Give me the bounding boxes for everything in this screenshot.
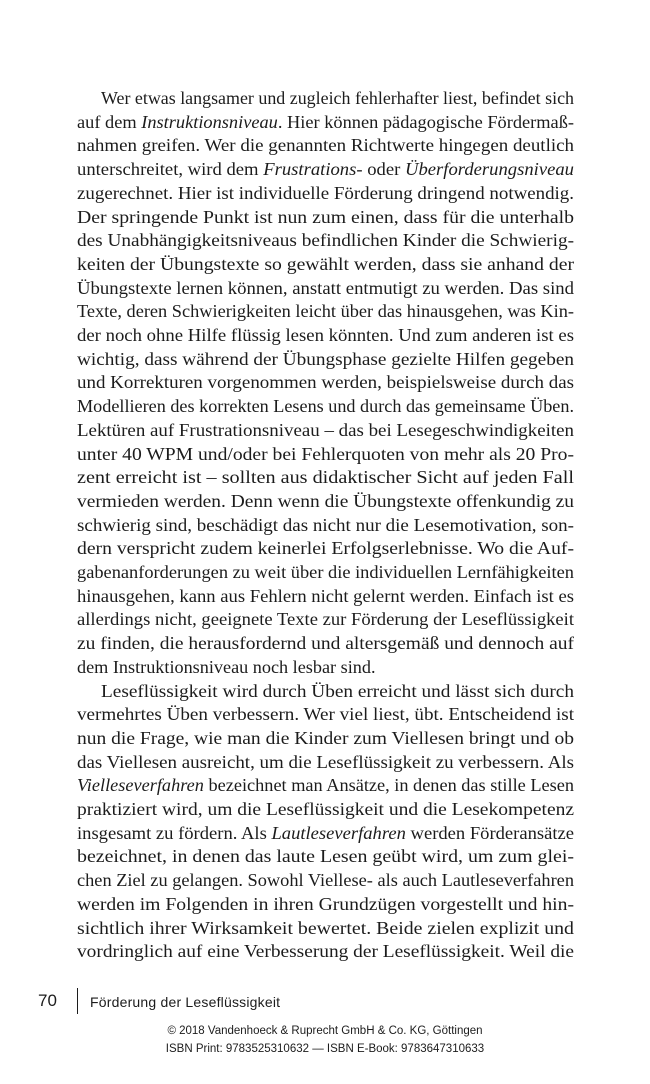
text-segment: des Unabhängigkeitsniveaus befindlichen Kinder die Schwierig- — [77, 230, 574, 251]
text-segment: chen Ziel zu gelangen. Sowohl Viellese- als auch Lautleseverfahren — [77, 870, 574, 891]
text-segment: vermieden werden. Denn wenn die Übungstexte offenkundig zu — [77, 490, 574, 511]
copyright-notice: © 2018 Vandenhoeck & Ruprecht GmbH & Co. KG, Göttingen — [167, 1025, 483, 1037]
text-line — [77, 442, 574, 466]
text-segment: der noch ohne Hilfe flüssig lesen könnten. Und zum anderen ist es — [77, 325, 574, 345]
text-segment: zu finden, die herausfordernd und altersgemäß und dennoch auf — [77, 633, 574, 654]
text-line — [77, 465, 574, 489]
text-line — [77, 750, 574, 774]
text-line — [77, 821, 574, 845]
text-segment: nun die Frage, wie man die Kinder zum Viellesen bringt und ob — [77, 727, 574, 748]
text-segment: praktiziert wird, um die Leseflüssigkeit und die Lesekompetenz — [77, 799, 574, 819]
text-line — [77, 418, 574, 442]
text-segment: insgesamt zu fördern. Als — [77, 822, 272, 843]
text-line — [77, 299, 574, 323]
italic-term: Frustrations- — [263, 159, 363, 180]
text-line — [77, 892, 574, 916]
text-line — [77, 939, 574, 963]
text-line — [77, 323, 574, 347]
text-segment: wichtig, dass während der Übungsphase gezielte Hilfen gegeben — [77, 348, 574, 369]
text-line — [77, 157, 574, 181]
text-segment: werden Förderansätze — [405, 822, 574, 843]
text-segment: und Korrekturen vorgenommen werden, beispielsweise durch das — [77, 372, 574, 393]
text-segment: zugerechnet. Hier ist individuelle Förderung dringend notwendig. — [77, 182, 574, 203]
text-segment: bezeichnet, in denen das laute Lesen geübt wird, um zum glei- — [77, 846, 574, 867]
text-segment: Übungstexte lernen können, anstatt entmutigt zu werden. Das sind — [77, 277, 574, 298]
text-line — [101, 679, 574, 703]
italic-term: Überforderungsniveau — [404, 159, 574, 180]
text-line — [77, 607, 574, 631]
text-segment: keiten der Übungstexte so gewählt werden, dass sie anhand der — [77, 253, 574, 274]
text-segment: dem Instruktionsniveau noch lesbar sind. — [77, 656, 376, 677]
text-segment: sichtlich ihrer Wirksamkeit bewertet. Beide zielen explizit und — [77, 917, 574, 938]
italic-term: Instruktionsniveau — [141, 111, 278, 132]
text-line — [77, 228, 574, 252]
text-line — [77, 868, 574, 892]
text-line — [77, 181, 574, 205]
text-line — [77, 394, 574, 418]
text-segment: vermehrtes Üben verbessern. Wer viel liest, übt. Entscheidend ist — [77, 704, 574, 725]
text-line — [77, 773, 574, 797]
text-segment: das Viellesen ausreicht, um die Leseflüssigkeit zu verbessern. Als — [77, 751, 574, 772]
text-line — [77, 797, 574, 821]
text-line — [77, 347, 574, 371]
text-segment: unter 40 WPM und/oder bei Fehlerquoten von mehr als 20 Pro- — [77, 443, 574, 464]
text-line — [77, 844, 574, 868]
text-line — [77, 252, 574, 276]
page-number: 70 — [38, 991, 57, 1010]
text-line — [77, 276, 574, 300]
text-line — [77, 205, 574, 229]
text-line — [77, 370, 574, 394]
text-segment: bezeichnet man Ansätze, in denen das stille Lesen — [203, 775, 574, 796]
text-line — [77, 631, 574, 655]
text-line — [77, 916, 574, 940]
text-segment: werden im Folgenden in ihren Grundzügen vorgestellt und hin- — [77, 893, 574, 914]
text-segment: Wer etwas langsamer und zugleich fehlerhafter liest, befindet sich — [101, 88, 574, 108]
text-segment: Lektüren auf Frustrationsniveau – das bei Lesegeschwindigkeiten — [77, 419, 574, 440]
text-segment: dern verspricht zudem keinerlei Erfolgserlebnisse. Wo die Auf- — [77, 538, 574, 559]
text-line — [77, 584, 574, 608]
footer-divider — [77, 988, 78, 1014]
italic-term: Lautleseverfahren — [271, 822, 406, 843]
text-segment: auf dem — [77, 111, 142, 132]
text-line — [77, 726, 574, 750]
text-segment: schwierig sind, beschädigt das nicht nur die Lesemotivation, son- — [77, 514, 574, 535]
text-segment: nahmen greifen. Wer die genannten Richtwerte hingegen deutlich — [77, 135, 574, 156]
text-segment: hinausgehen, kann aus Fehlern nicht gelernt werden. Einfach ist es — [77, 585, 574, 606]
text-segment: Leseflüssigkeit wird durch Üben erreicht und lässt sich durch — [101, 680, 574, 701]
text-segment: zent erreicht ist – sollten aus didaktischer Sicht auf jeden Fall — [77, 467, 574, 488]
text-segment: . Hier können pädagogische Fördermaß- — [277, 111, 574, 132]
text-line — [77, 536, 574, 560]
text-segment: oder — [362, 159, 405, 180]
text-segment: vordringlich auf eine Verbesserung der Leseflüssigkeit. Weil die — [77, 941, 574, 962]
isbn-line: ISBN Print: 9783525310632 — ISBN E-Book: 9783647310633 — [165, 1043, 485, 1055]
text-line — [77, 489, 574, 513]
text-line — [77, 560, 574, 584]
text-line — [77, 513, 574, 537]
text-segment: Texte, deren Schwierigkeiten leicht über das hinausgehen, was Kin- — [77, 301, 574, 322]
text-segment: Modellieren des korrekten Lesens und durch das gemeinsame Üben. — [77, 396, 574, 417]
text-line — [101, 86, 574, 110]
text-line — [77, 702, 574, 726]
text-segment: unterschreitet, wird dem — [77, 159, 264, 180]
text-line — [77, 110, 574, 134]
text-segment: gabenanforderungen zu weit über die individuellen Lernfähigkeiten — [77, 562, 574, 582]
text-line — [77, 133, 574, 157]
running-title: Förderung der Leseflüssigkeit — [90, 994, 281, 1010]
text-segment: Der springende Punkt ist nun zum einen, dass für die unterhalb — [77, 206, 574, 227]
italic-term: Vielleseverfahren — [77, 775, 204, 796]
text-line — [77, 655, 376, 679]
text-segment: allerdings nicht, geeignete Texte zur Förderung der Leseflüssigkeit — [77, 609, 574, 630]
